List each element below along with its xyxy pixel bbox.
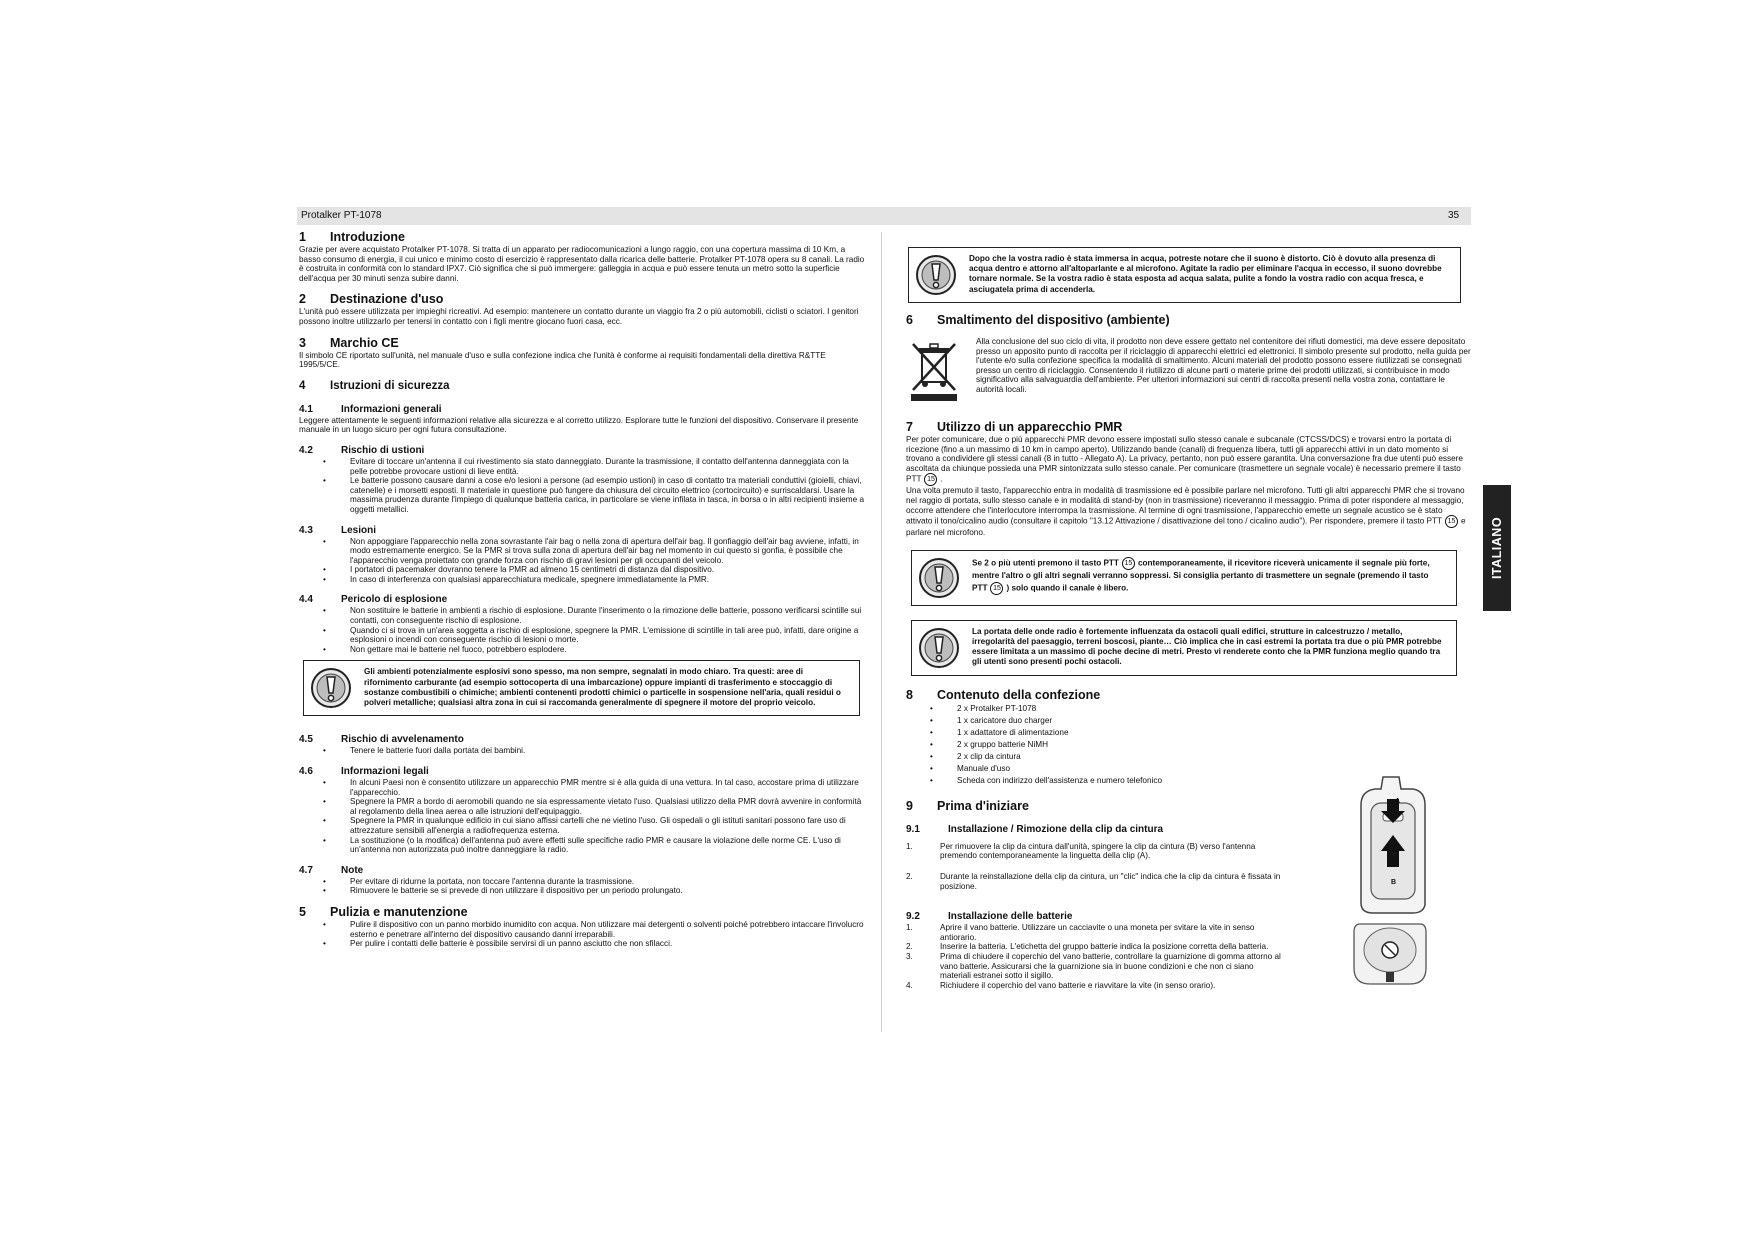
- subsection-heading: 4.3 Lesioni: [299, 524, 377, 536]
- section-text: Grazie per avere acquistato Protalker PT-1078. Si tratta di un apparato per radiocomunicazioni a lungo raggio, con una copertura massima di 10 Km, a basso consumo di energia, il cui unico e minimo costo di esercizio è rappresentato dalla ricarica delle batterie. Protalker PT-1078 opera su 8 canali. La radio è costruita in conformità con lo standard IPX7. Ciò significa che si può immergere: galleggia in acqua e può essere tenuta un metro sotto la superficie dell'acqua per 30 minuti senza subire danni.: [299, 245, 865, 283]
- section-text: Leggere attentamente le seguenti informazioni relative alla sicurezza e al corretto utilizzo. Esplorare tutte le funzioni del dispositivo. Conservare il presente manuale in un luogo sicuro per ogni futura consultazione.: [299, 415, 859, 435]
- list-item: 4. Richiudere il coperchio del vano batterie e riavvitare la vite (in senso orario).: [906, 980, 1216, 990]
- radio-back-drawing: [1353, 775, 1433, 915]
- bullet-list: [299, 778, 865, 855]
- list-item: • 2 x clip da cintura: [906, 751, 1471, 763]
- list-item: • Tenere le batterie fuori dalla portata dei bambini.: [299, 746, 865, 756]
- list-item: • Manuale d'uso: [906, 763, 1471, 775]
- section-text: Una volta premuto il tasto, l'apparecchio entra in modalità di trasmissione ed è possibile parlare nel microfono. Tutti gli altri apparecchi PMR che si trovano nel raggio di portata, sullo stesso canale e in modalità di stand-by (non in trasmissione) riceveranno il messaggio. Prima di poter rispondere al messaggio, occorre attendere che l'interlocutore interrompa la trasmissione. Al termine di ogni trasmissione, l'apparecchio emette un segnale acustico se è stato attivato il tono/cicalino audio (consultare il capitolo "13.12 Attivazione / disattivazione del tono / cicalino audio"). Per rispondere, premere il tasto PTT 15 e parlare nel microfono.: [906, 486, 1466, 538]
- warning-box: [303, 660, 860, 716]
- list-item: • Le batterie possono causare danni a cose e/o lesioni a persone (ad esempio ustioni) in caso di contatto tra materiali conduttivi (gioielli, chiavi, catenelle) e i morsetti esposti. Il materiale in questione può fungere da chiusura del circuito elettrico (cortocircuito) e surriscaldarsi. Usare la massima prudenza durante l'impiego di qualunque batteria carica, in particolare se viene infilata in tasca, in borsa o in altri recipienti insieme a oggetti metallici.: [299, 476, 865, 514]
- steps-block: [906, 824, 1281, 991]
- warning-icon: [918, 557, 960, 599]
- list-item: • Evitare di toccare un'antenna il cui rivestimento sia stato danneggiato. Durante la trasmissione, il contatto dell'antenna danneggiata con la pelle potrebbe provocare ustioni di lieve entità.: [299, 457, 865, 476]
- section-heading: 7 Utilizzo di un apparecchio PMR: [906, 420, 1123, 434]
- page-number: 35: [1448, 210, 1460, 221]
- subsection-heading: 4.7 Note: [299, 864, 364, 876]
- ptt-key-marker: 15: [990, 582, 1003, 595]
- list-item: • Quando ci si trova in un'area soggetta a rischio di esplosione, spegnere la PMR. L'emissione di scintille in tali aree può, infatti, dare origine a esplosioni o incendi con conseguente rischio di lesioni o morte.: [299, 626, 865, 645]
- subsection-heading: 4.5 Rischio di avvelenamento: [299, 734, 464, 746]
- list-item: • Non appoggiare l'apparecchio nella zona sovrastante l'air bag o nella zona di apertura dell'air bag. Il gonfiaggio dell'air bag avviene, infatti, in modo estremamente energico. Se la PMR si trova sulla zona di apertura dell'air bag nel momento in cui questo si gonfia, è possibile che l'apparecchio venga proiettato con grande forza con rischio di gravi lesioni per gli occupanti del veicolo.: [299, 537, 865, 566]
- section-heading: 8 Contenuto della confezione: [906, 687, 1101, 702]
- section-text: Il simbolo CE riportato sull'unità, nel manuale d'uso e sulla confezione indica che l'unità è conforme ai requisiti fondamentali della direttiva R&TTE 1995/5/CE.: [299, 350, 826, 370]
- list-item: • Per pulire i contatti delle batterie è possibile servirsi di un panno asciutto che non sfilacci.: [299, 939, 865, 949]
- bullet-list: [299, 877, 865, 896]
- warning-text: Se 2 o più utenti premono il tasto PTT 15 contemporaneamente, il ricevitore riceverà unicamente il segnale più forte, mentre l'altro o gli altri segnali verranno soppressi. Si consiglia pertanto di trasmettere un segnale (premendo il tasto PTT 15 ) solo quando il canale è libero.: [972, 557, 1446, 595]
- subsection-heading: 9.2 Installazione delle batterie: [906, 911, 1073, 923]
- numbered-list: [906, 842, 1281, 891]
- ptt-key-marker: 15: [1445, 515, 1458, 528]
- warning-box: [908, 247, 1461, 303]
- list-item: • Non sostituire le batterie in ambienti a rischio di esplosione. Durante l'inserimento o la rimozione delle batterie, possono verificarsi scintille sui contatti, con conseguente rischio di esplosione.: [299, 606, 865, 625]
- list-item: 1. Per rimuovere la clip da cintura dall'unità, spingere la clip da cintura (B) verso l'antenna premendo contemporaneamente la linguetta della clip (A).: [906, 841, 1256, 861]
- bullet-list: [299, 746, 865, 756]
- section-heading: 1 Introduzione: [299, 230, 405, 244]
- section-text: L'unità può essere utilizzata per impieghi ricreativi. Ad esempio: mantenere un contatto durante un viaggio fra 2 o più automobili, ciclisti o sciatori. I genitori possono inoltre utilizzarlo per tenersi in contatto con i figli mentre giocano fuori casa, ecc.: [299, 307, 859, 326]
- list-item: • La sostituzione (o la modifica) dell'antenna può avere effetti sulle specifiche radio PMR e causare la violazione delle norme CE. L'uso di un'antenna non autorizzata può inoltre danneggiare la radio.: [299, 836, 865, 855]
- section-heading: 9 Prima d'iniziare: [906, 798, 1029, 813]
- section-text: Alla conclusione del suo ciclo di vita, il prodotto non deve essere gettato nel contenitore dei rifiuti domestici, ma deve essere depositato presso un apposito punto di raccolta per il riciclaggio di apparecchi elettrici ed elettronici. Il simbolo presente sul prodotto, nella guida per l'utente e/o sulla confezione specifica la modalità di smaltimento. Alcuni materiali del prodotto possono essere riutilizzati se consegnati presso un centro di riciclaggio. Consentendo il riutilizzo di alcune parti o materie prime dei prodotti utilizzati, si contribuisce in modo significativo alla salvaguardia dell'ambiente. Per ulteriori informazioni sui centri di raccolta presenti nella vostra zona, contattare le autorità locali.: [976, 337, 1471, 394]
- subsection-heading: 4.4 Pericolo di esplosione: [299, 594, 448, 606]
- list-item: • Scheda con indirizzo dell'assistenza e numero telefonico: [906, 775, 1471, 787]
- bullet-list: [299, 537, 865, 585]
- section-heading: 5 Pulizia e manutenzione: [299, 904, 468, 919]
- list-item: • I portatori di pacemaker dovranno tenere la PMR ad almeno 15 centimetri di distanza dal dispositivo.: [299, 565, 865, 575]
- product-name: Protalker PT-1078: [301, 210, 382, 221]
- warning-text: La portata delle onde radio è fortemente influenzata da ostacoli quali edifici, strutture in calcestruzzo / metallo, irregolarità del paesaggio, terreni boscosi, piante… Ciò implica che in casi estremi la portata tra due o più PMR potrebbe essere limitata a un massimo di poche decine di metri. Presto vi renderete conto che la PMR funziona meglio quando tra gli utenti sono presenti pochi ostacoli.: [972, 626, 1442, 667]
- list-item: • Non gettare mai le batterie nel fuoco, potrebbero esplodere.: [299, 645, 865, 655]
- subsection-heading: 4.2 Rischio di ustioni: [299, 444, 425, 456]
- section-text: Per poter comunicare, due o più apparecchi PMR devono essere impostati sullo stesso canale e subcanale (CTCSS/DCS) e trovarsi entro la portata di ricezione (fino a un massimo di 10 km in campo aperto). Utilizzando bande (canali) di frequenza libera, tutti gli apparecchi attivi in un dato momento si trovano a condividere gli stessi canali (8 in tutto - Allegato A). La privacy, pertanto, non può essere garantita. Una conversazione fra due utenti può essere ascoltata da chiunque possieda una PMR sintonizzata sullo stesso canale. Per comunicare (trasmettere un segnale vocale) è necessario premere il tasto PTT 15 .: [906, 435, 1471, 486]
- list-item: • Pulire il dispositivo con un panno morbido inumidito con acqua. Non utilizzare mai detergenti o solventi poiché potrebbero intaccare l'involucro esterno e penetrare all'interno del dispositivo causando danni irreparabili.: [299, 920, 865, 939]
- list-item: 2. Inserire la batteria. L'etichetta del gruppo batterie indica la posizione corretta della batteria.: [906, 942, 1269, 952]
- battery-cover-illustration: [1350, 920, 1430, 988]
- list-item: • 1 x caricatore duo charger: [906, 715, 1471, 727]
- disposal-block: [906, 337, 1471, 402]
- warning-icon: [310, 667, 352, 709]
- ptt-key-marker: 15: [924, 473, 937, 486]
- language-tab-label: ITALIANO: [1490, 516, 1504, 580]
- ptt-key-marker: 15: [1122, 557, 1135, 570]
- list-item: • Rimuovere le batterie se si prevede di non utilizzare il dispositivo per un periodo prolungato.: [299, 886, 865, 896]
- label-a: A: [1395, 798, 1401, 805]
- list-item: 3. Prima di chiudere il coperchio del vano batterie, controllare la guarnizione di gomma attorno al vano batterie. Assicurarsi che la guarnizione sia in buone condizioni e che non ci siano materiali estranei sotto il sigillo.: [906, 951, 1281, 981]
- warning-text: Dopo che la vostra radio è stata immersa in acqua, potreste notare che il suono è distorto. Ciò è dovuto alla presenza di acqua dentro e attorno all'altoparlante e al microfono. Agitate la radio per eliminare l'acqua in eccesso, il suono dovrebbe tornare normale. Se la vostra radio è stata esposta ad acqua salata, pulite a fondo la vostra radio con acqua fresca, e asciugatela prima di accenderla.: [969, 254, 1442, 294]
- warning-icon: [918, 627, 960, 669]
- section-heading: 4 Istruzioni di sicurezza: [299, 379, 450, 392]
- list-item: • Per evitare di ridurne la portata, non toccare l'antenna durante la trasmissione.: [299, 877, 865, 887]
- warning-text: Gli ambienti potenzialmente esplosivi sono spesso, ma non sempre, segnalati in modo chiaro. Tra questi: aree di rifornimento carburante (ad esempio sottocoperta di una imbarcazione) oppure impianti di trasferimento e stoccaggio di sostanze combustibili o chimiche; ambienti contenenti prodotti chimici o particelle in sospensione nell'aria, quali residui o polveri metalliche; qualsiasi altra zona in cui si raccomanda generalmente di spegnere il motore del proprio veicolo.: [364, 667, 841, 708]
- section-heading: 3 Marchio CE: [299, 335, 399, 350]
- bullet-list: [299, 457, 865, 515]
- page-header-bar: [297, 207, 1471, 225]
- column-divider: [881, 232, 882, 1032]
- section-heading: 2 Destinazione d'uso: [299, 292, 444, 307]
- left-column: [299, 230, 865, 949]
- warning-box: [911, 550, 1457, 606]
- list-item: • In alcuni Paesi non è consentito utilizzare un apparecchio PMR mentre si è alla guida di una vettura. In tal caso, accostare prima di utilizzare l'apparecchio.: [299, 778, 865, 797]
- belt-clip-illustration: [1353, 775, 1433, 915]
- list-item: • 2 x gruppo batterie NiMH: [906, 739, 1471, 751]
- warning-box: [911, 620, 1457, 676]
- language-tab: [1483, 485, 1511, 611]
- subsection-heading: 4.6 Informazioni legali: [299, 766, 429, 778]
- numbered-list: [906, 923, 1281, 990]
- list-item: 2. Durante la reinstallazione della clip da cintura, un "clic" indica che la clip da cintura è fissata in posizione.: [906, 871, 1281, 891]
- list-item: • In caso di interferenza con qualsiasi apparecchiatura medicale, spegnere immediatamente la PMR.: [299, 575, 865, 585]
- subsection-heading: 9.1 Installazione / Rimozione della clip da cintura: [906, 823, 1164, 835]
- warning-icon: [915, 254, 957, 296]
- wheelie-bin-crossed-icon: [909, 340, 961, 402]
- list-item: 1. Aprire il vano batterie. Utilizzare un cacciavite o una moneta per svitare la vite in senso antiorario.: [906, 923, 1255, 942]
- subsection-heading: 4.1 Informazioni generali: [299, 403, 442, 415]
- list-item: • Spegnere la PMR a bordo di aeromobili quando ne sia espressamente vietato l'uso. Qualsiasi utilizzo della PMR dovrà avvenire in conformità al regolamento della linea aerea o alle istruzioni dell'equipaggio.: [299, 797, 865, 816]
- list-item: • 1 x adattatore di alimentazione: [906, 727, 1471, 739]
- list-item: • 2 x Protalker PT-1078: [906, 703, 1471, 715]
- list-item: • Spegnere la PMR in qualunque edificio in cui siano affissi cartelli che ne vietino l'uso. Gli ospedali o gli istituti sanitari possono fare uso di attrezzature sensibili all'energia a radiofrequenza esterna.: [299, 816, 865, 835]
- label-b: B: [1391, 879, 1397, 886]
- battery-cover-drawing: [1350, 920, 1430, 988]
- section-heading: 6 Smaltimento del dispositivo (ambiente): [906, 313, 1170, 327]
- bullet-list: [299, 920, 865, 949]
- bullet-list: [299, 606, 865, 654]
